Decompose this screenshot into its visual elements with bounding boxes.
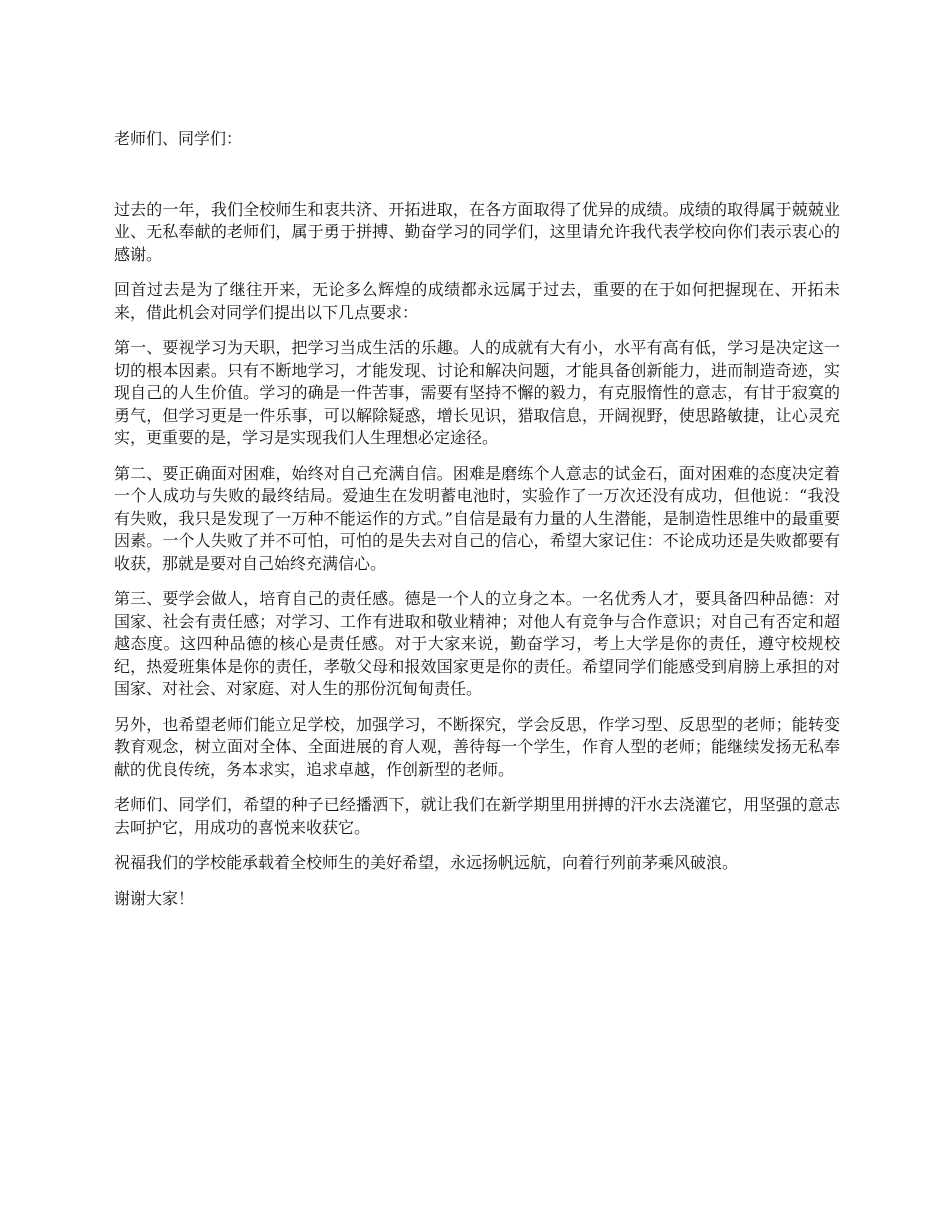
document-page xyxy=(114,128,840,923)
paragraph-point-one: 第一、要视学习为天职，把学习当成生活的乐趣。人的成就有大有小，水平有高有低，学习是决定这一切的根本因素。只有不断地学习，才能发现、讨论和解决问题，才能具备创新能力，进而制造奇迹，实现自己的人生价值。学习的确是一件苦事，需要有坚持不懈的毅力，有克服惰性的意志，有甘于寂寞的勇气，但学习更是一件乐事，可以解除疑惑，增长见识，猎取信息，开阔视野，使思路敏捷，让心灵充实，更重要的是，学习是实现我们人生理想必定途径。 xyxy=(114,338,840,447)
salutation: 老师们、同学们： xyxy=(114,129,243,148)
paragraph-looking-back: 回首过去是为了继往开来，无论多么辉煌的成绩都永远属于过去，重要的在于如何把握现在、开拓未来，借此机会对同学们提出以下几点要求： xyxy=(114,280,840,322)
paragraph-closing: 谢谢大家！ xyxy=(114,888,195,908)
paragraph-point-three: 第三、要学会做人，培育自己的责任感。德是一个人的立身之本。一名优秀人才，要具备四种品德：对国家、社会有责任感；对学习、工作有进取和敬业精神；对他人有竞争与合作意识；对自己有否定和超越态度。这四种品德的核心是责任感。对于大家来说，勤奋学习，考上大学是你的责任，遵守校规校纪，热爱班集体是你的责任，孝敬父母和报效国家更是你的责任。希望同学们能感受到肩膀上承担的对国家、对社会、对家庭、对人生的那份沉甸甸责任。 xyxy=(114,589,840,698)
paragraph-hope: 老师们、同学们，希望的种子已经播洒下，就让我们在新学期里用拼搏的汗水去浇灌它，用坚强的意志去呵护它，用成功的喜悦来收获它。 xyxy=(114,795,840,837)
paragraph-teachers: 另外，也希望老师们能立足学校，加强学习，不断探究，学会反思，作学习型、反思型的老师；能转变教育观念，树立面对全体、全面进展的育人观，善待每一个学生，作育人型的老师；能继续发扬无私奉献的优良传统，务本求实，追求卓越，作创新型的老师。 xyxy=(114,714,840,779)
paragraph-blessing: 祝福我们的学校能承载着全校师生的美好希望，永远扬帆远航，向着行列前茅乘风破浪。 xyxy=(114,853,739,872)
paragraph-point-two: 第二、要正确面对困难，始终对自己充满自信。困难是磨练个人意志的试金石，面对困难的态度决定着一个人成功与失败的最终结局。爱迪生在发明蓄电池时，实验作了一万次还没有成功，但他说：“我没有失败，我只是发现了一万种不能运作的方式。”自信是最有力量的人生潜能，是制造性思维中的最重要因素。一个人失败了并不可怕，可怕的是失去对自己的信心，希望大家记住：不论成功还是失败都要有收获，那就是要对自己始终充满信心。 xyxy=(114,463,840,573)
paragraph-thanks: 过去的一年，我们全校师生和衷共济、开拓进取，在各方面取得了优异的成绩。成绩的取得属于兢兢业业、无私奉献的老师们，属于勇于拼搏、勤奋学习的同学们，这里请允许我代表学校向你们表示衷心的感谢。 xyxy=(114,199,840,264)
